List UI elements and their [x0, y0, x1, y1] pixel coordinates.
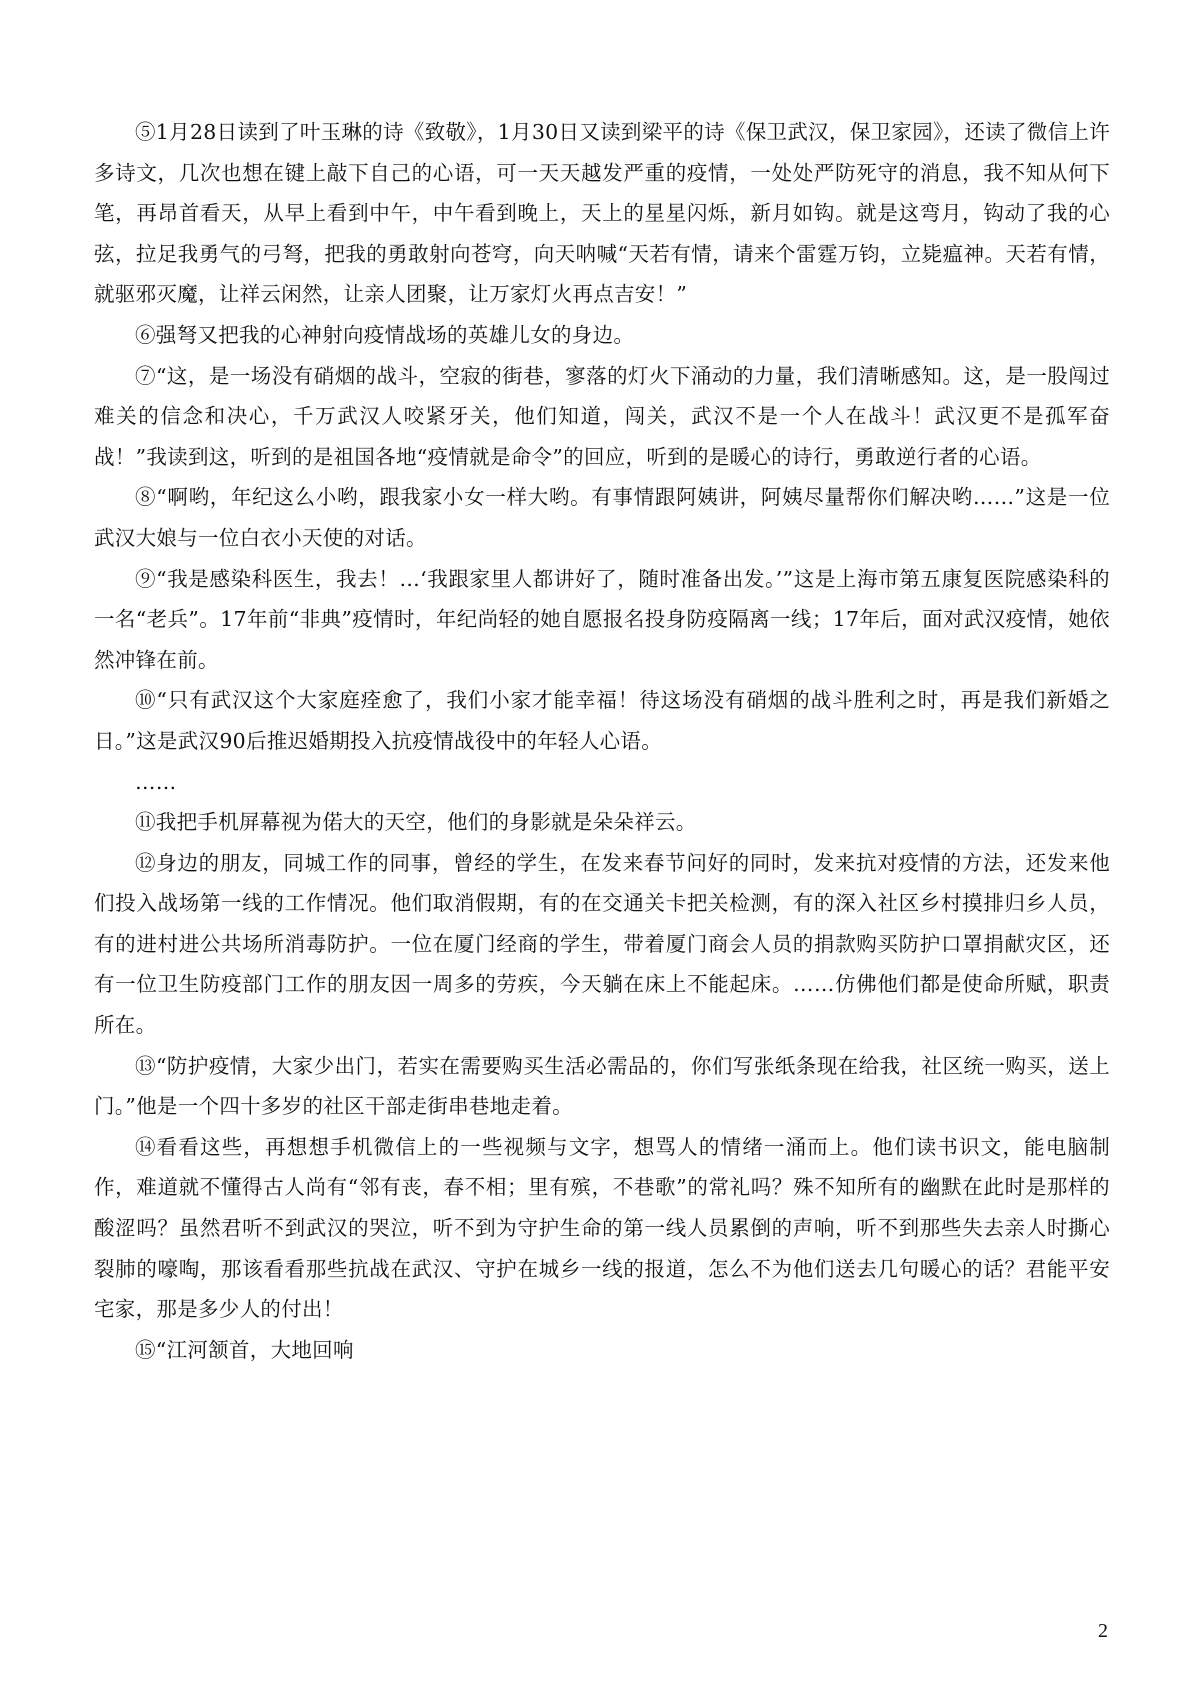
paragraph-10: ⑩“只有武汉这个大家庭痊愈了，我们小家才能幸福！待这场没有硝烟的战斗胜利之时，再是我们新婚之日。”这是武汉90后推迟婚期投入抗疫情战役中的年轻人心语。: [94, 688, 1110, 753]
paragraph-11: ⑪我把手机屏幕视为偌大的天空，他们的身影就是朵朵祥云。: [135, 810, 697, 835]
paragraph-13: ⑬“防护疫情，大家少出门，若实在需要购买生活必需品的，你们写张纸条现在给我，社区统一购买，送上门。”他是一个四十多岁的社区干部走街串巷地走着。: [94, 1053, 1110, 1119]
paragraph-12: ⑫身边的朋友，同城工作的同事，曾经的学生，在发来春节问好的同时，发来抗对疫情的方法，还发来他们投入战场第一线的工作情况。他们取消假期，有的在交通关卡把关检测，有的深入社区乡村摸排归乡人员，有的进村进公共场所消毒防护。一位在厦门经商的学生，带着厦门商会人员的捐款购买防护口罩捐献灾区，还有一位卫生防疫部门工作的朋友因一周多的劳疾，今天躺在床上不能起床。……仿佛他们都是使命所赋，职责所在。: [94, 850, 1110, 1038]
paragraph-8: ⑧“啊哟，年纪这么小哟，跟我家小女一样大哟。有事情跟阿姨讲，阿姨尽量帮你们解决哟……”这是一位武汉大娘与一位白衣小天使的对话。: [94, 485, 1110, 550]
paragraph-14: ⑭看看这些，再想想手机微信上的一些视频与文字，想骂人的情绪一涌而上。他们读书识文，能电脑制作，难道就不懂得古人尚有“邻有丧，春不相；里有殡，不巷歌”的常礼吗？殊不知所有的幽默在此时是那样的酸涩吗？虽然君听不到武汉的哭泣，听不到为守护生命的第一线人员累倒的声响，听不到那些失去亲人时撕心裂肺的嚎啕，那该看看那些抗战在武汉、守护在城乡一线的报道，怎么不为他们送去几句暖心的话？君能平安宅家，那是多少人的付出！: [94, 1134, 1110, 1322]
paragraph-9: ⑨“我是感染科医生，我去！…‘我跟家里人都讲好了，随时准备出发。’”这是上海市第五康复医院感染科的一名“老兵”。17年前“非典”疫情时，年纪尚轻的她自愿报名投身防疫隔离一线；17年后，面对武汉疫情，她依然冲锋在前。: [94, 566, 1110, 672]
paragraph-7: ⑦“这，是一场没有硝烟的战斗，空寂的街巷，寥落的灯火下涌动的力量，我们清晰感知。这，是一股闯过难关的信念和决心，千万武汉人咬紧牙关，他们知道，闯关，武汉不是一个人在战斗！武汉更不是孤军奋战！”我读到这，听到的是祖国各地“疫情就是命令”的回应，听到的是暖心的诗行，勇敢逆行者的心语。: [94, 363, 1110, 469]
paragraph-5: ⑤1月28日读到了叶玉琳的诗《致敬》，1月30日又读到梁平的诗《保卫武汉，保卫家园》，还读了微信上许多诗文，几次也想在键上敲下自己的心语，可一天天越发严重的疫情，一处处严防死守的消息，我不知从何下笔，再昂首看天，从早上看到中午，中午看到晚上，天上的星星闪烁，新月如钩。就是这弯月，钩动了我的心弦，拉足我勇气的弓弩，把我的勇敢射向苍穹，向天呐喊“天若有情，请来个雷霆万钧，立毙瘟神。天若有情，就驱邪灭魔，让祥云闲然，让亲人团聚，让万家灯火再点吉安！”: [94, 120, 1110, 307]
paragraph-15: ⑮“江河颔首，大地回响: [135, 1337, 354, 1362]
document-body: [94, 112, 1110, 1370]
ellipsis-line: ……: [135, 769, 177, 794]
paragraph-6: ⑥强弩又把我的心神射向疫情战场的英雄儿女的身边。: [135, 322, 635, 347]
page-number: 2: [1098, 1620, 1108, 1642]
